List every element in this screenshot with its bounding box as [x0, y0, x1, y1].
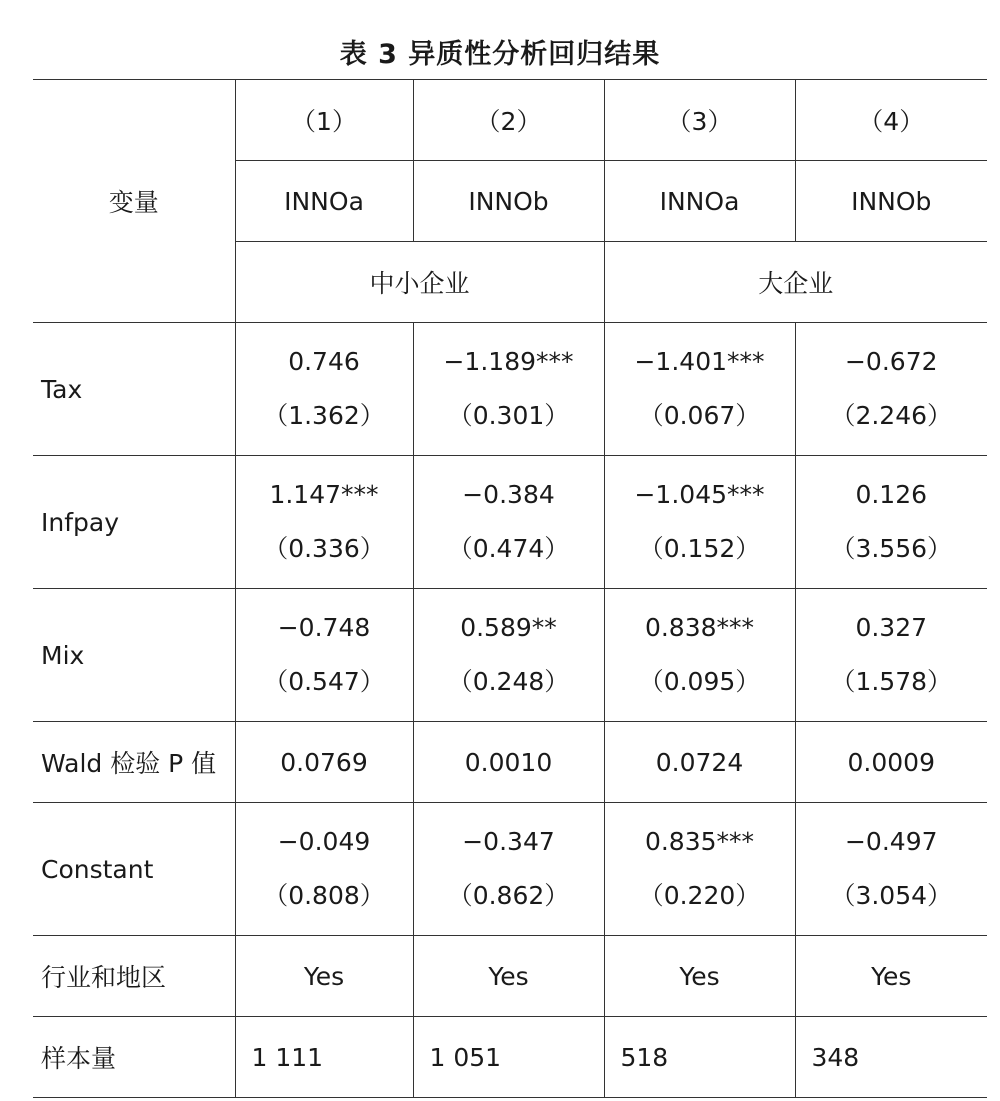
depvar-3: INNOa — [604, 161, 795, 242]
row-label: 行业和地区 — [33, 936, 235, 1017]
wald-value: 0.0769 — [235, 722, 413, 803]
col-header-2: （2） — [413, 80, 604, 161]
se-cell: （0.862） — [447, 881, 570, 910]
wald-value: 0.0010 — [413, 722, 604, 803]
coef-cell: 1.147*** — [269, 480, 379, 509]
se-cell: （3.556） — [830, 534, 953, 563]
group-large: 大企业 — [604, 242, 987, 323]
row-label: 样本量 — [33, 1017, 235, 1098]
sample-value: 1 051 — [413, 1017, 604, 1098]
sample-value: 1 111 — [235, 1017, 413, 1098]
wald-value: 0.0009 — [795, 722, 987, 803]
sample-value: 518 — [604, 1017, 795, 1098]
se-cell: （2.246） — [830, 401, 953, 430]
row-label: Tax — [33, 323, 235, 456]
constant-row — [33, 803, 987, 936]
depvar-4: INNOb — [795, 161, 987, 242]
header-row-cols — [33, 80, 987, 161]
group-sme: 中小企业 — [235, 242, 604, 323]
se-cell: （0.336） — [263, 534, 385, 563]
coef-cell: 0.126 — [855, 480, 928, 509]
se-cell: （0.547） — [263, 667, 385, 696]
row-label: Infpay — [33, 456, 235, 589]
se-cell: （0.220） — [638, 881, 761, 910]
se-cell: （0.248） — [447, 667, 570, 696]
sample-row — [33, 1017, 987, 1098]
table-row — [33, 323, 987, 456]
coef-cell: −0.049 — [277, 827, 371, 856]
se-cell: （0.301） — [447, 401, 570, 430]
coef-cell: 0.327 — [855, 613, 928, 642]
coef-cell: −1.401*** — [634, 347, 765, 376]
col-header-3: （3） — [604, 80, 795, 161]
sample-value: 348 — [795, 1017, 987, 1098]
se-cell: （0.152） — [638, 534, 761, 563]
se-cell: （0.808） — [263, 881, 385, 910]
coef-cell: −0.672 — [844, 347, 938, 376]
coef-cell: −1.189*** — [443, 347, 574, 376]
depvar-2: INNOb — [413, 161, 604, 242]
variable-header: 变量 — [33, 80, 235, 323]
yes-cell: Yes — [235, 936, 413, 1017]
coef-cell: −0.384 — [462, 480, 555, 509]
regression-table — [33, 79, 987, 1098]
se-cell: （0.095） — [638, 667, 761, 696]
table-title: 表 3 异质性分析回归结果 — [339, 39, 661, 70]
coef-cell: 0.746 — [288, 347, 360, 376]
se-cell: （0.067） — [638, 401, 761, 430]
row-label: Wald 检验 P 值 — [33, 722, 235, 803]
table-row — [33, 456, 987, 589]
yes-cell: Yes — [795, 936, 987, 1017]
table-row — [33, 589, 987, 722]
se-cell: （3.054） — [830, 881, 953, 910]
coef-cell: 0.838*** — [644, 613, 755, 642]
se-cell: （1.578） — [830, 667, 953, 696]
yes-cell: Yes — [413, 936, 604, 1017]
wald-row — [33, 722, 987, 803]
row-label: Mix — [33, 589, 235, 722]
se-cell: （1.362） — [263, 401, 385, 430]
se-cell: （0.474） — [447, 534, 570, 563]
industry-row — [33, 936, 987, 1017]
coef-cell: −0.347 — [462, 827, 555, 856]
yes-cell: Yes — [604, 936, 795, 1017]
coef-cell: −0.748 — [277, 613, 371, 642]
col-header-4: （4） — [795, 80, 987, 161]
coef-cell: −0.497 — [844, 827, 938, 856]
coef-cell: 0.835*** — [644, 827, 755, 856]
row-label: Constant — [33, 803, 235, 936]
wald-value: 0.0724 — [604, 722, 795, 803]
depvar-1: INNOa — [235, 161, 413, 242]
coef-cell: 0.589** — [460, 613, 557, 642]
coef-cell: −1.045*** — [634, 480, 765, 509]
col-header-1: （1） — [235, 80, 413, 161]
